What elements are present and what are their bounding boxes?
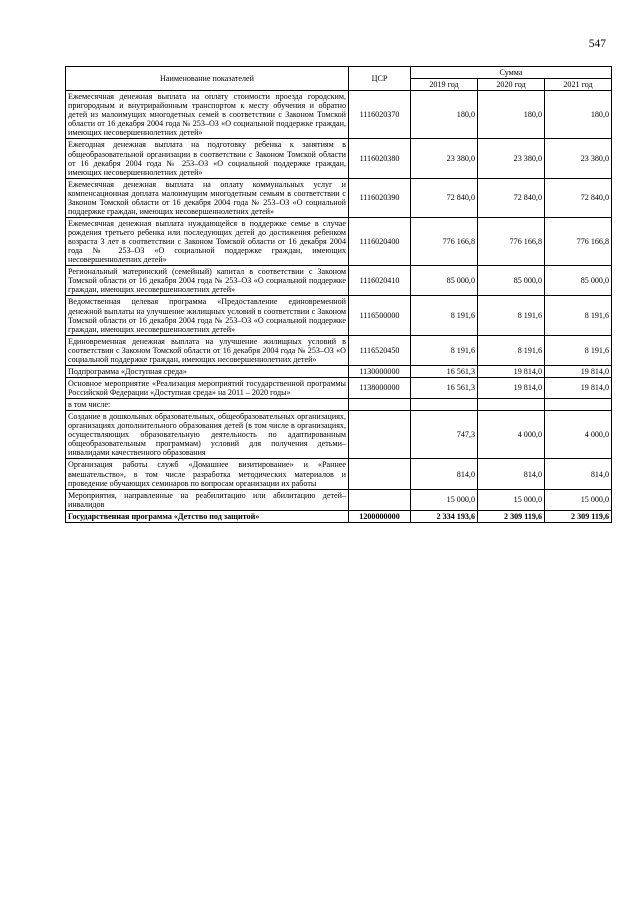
row-value-2020: 19 814,0 (478, 365, 545, 377)
header-csr: ЦСР (349, 67, 411, 91)
row-csr: 1116020380 (349, 139, 411, 178)
row-value-2020: 4 000,0 (478, 411, 545, 459)
row-value-2021: 72 840,0 (545, 178, 612, 217)
budget-table (65, 66, 612, 523)
row-name: Организация работы служб «Домашнее визитирование» и «Раннее вмешательство», в том числе разработка методических материалов и проведение обучающих семинаров по вопросам организации их работы (66, 459, 349, 489)
row-value-2019: 15 000,0 (411, 489, 478, 510)
table-row (66, 365, 612, 377)
row-value-2021: 8 191,6 (545, 296, 612, 335)
row-value-2020: 814,0 (478, 459, 545, 489)
row-value-2021: 23 380,0 (545, 139, 612, 178)
row-value-2021: 8 191,6 (545, 335, 612, 365)
header-sum: Сумма (411, 67, 612, 79)
table-row (66, 411, 612, 459)
table-row (66, 91, 612, 139)
row-value-2020: 8 191,6 (478, 335, 545, 365)
row-value-2020: 85 000,0 (478, 266, 545, 296)
row-name: Ведомственная целевая программа «Предоставление единовременной денежной выплаты на улучшение жилищных условий в соответствии с Законом Томской области от 16 декабря 2004 года № 253–ОЗ «О социальной поддержке граждан, имеющих несовершеннолетних детей» (66, 296, 349, 335)
header-year-2020: 2020 год (478, 79, 545, 91)
row-csr: 1116020390 (349, 178, 411, 217)
row-name: Региональный материнский (семейный) капитал в соответствии с Законом Томской области от 16 декабря 2004 года № 253–ОЗ «О социальной поддержке граждан, имеющих несовершеннолетних детей» (66, 266, 349, 296)
table-row (66, 178, 612, 217)
row-csr: 1116520450 (349, 335, 411, 365)
row-value-2021: 19 814,0 (545, 377, 612, 398)
row-name: Ежегодная денежная выплата на подготовку ребенка к занятиям в общеобразовательной организации в соответствии с Законом Томской области от 16 декабря 2004 года № 253–ОЗ «О социальной поддержке граждан, имеющих несовершеннолетних детей» (66, 139, 349, 178)
row-value-2019: 16 561,3 (411, 365, 478, 377)
row-csr: 1138000000 (349, 377, 411, 398)
row-value-2021: 85 000,0 (545, 266, 612, 296)
header-name: Наименование показателей (66, 67, 349, 91)
row-value-2019: 8 191,6 (411, 296, 478, 335)
row-value-2021: 776 166,8 (545, 217, 612, 265)
row-csr: 1130000000 (349, 365, 411, 377)
row-value-2021: 19 814,0 (545, 365, 612, 377)
total-row (66, 510, 612, 522)
total-2020: 2 309 119,6 (478, 510, 545, 522)
row-value-2021 (545, 399, 612, 411)
row-value-2019: 747,3 (411, 411, 478, 459)
row-value-2021: 814,0 (545, 459, 612, 489)
row-name: Подпрограмма «Доступная среда» (66, 365, 349, 377)
row-name: Единовременная денежная выплата на улучшение жилищных условий в соответствии с Законом Томской области от 16 декабря 2004 года № 253–ОЗ «О социальной поддержке граждан, имеющих несовершеннолетних детей» (66, 335, 349, 365)
row-value-2019: 85 000,0 (411, 266, 478, 296)
row-value-2019: 16 561,3 (411, 377, 478, 398)
row-value-2019: 814,0 (411, 459, 478, 489)
total-2021: 2 309 119,6 (545, 510, 612, 522)
row-value-2019: 23 380,0 (411, 139, 478, 178)
total-2019: 2 334 193,6 (411, 510, 478, 522)
header-year-2021: 2021 год (545, 79, 612, 91)
table-row (66, 335, 612, 365)
row-csr (349, 489, 411, 510)
table-row (66, 266, 612, 296)
row-name: Создание в дошкольных образовательных, общеобразовательных организациях, организациях дополнительного образования детей (в том числе в организациях, осуществляющих образовательную деятельность по адаптированным общеобразовательным программам) условий для получения детьми–инвалидами качественного образования (66, 411, 349, 459)
row-value-2020: 180,0 (478, 91, 545, 139)
row-csr (349, 399, 411, 411)
total-csr: 1200000000 (349, 510, 411, 522)
row-csr: 1116500000 (349, 296, 411, 335)
row-value-2020: 8 191,6 (478, 296, 545, 335)
row-value-2020: 15 000,0 (478, 489, 545, 510)
header-year-2019: 2019 год (411, 79, 478, 91)
row-value-2019: 72 840,0 (411, 178, 478, 217)
row-name: Основное мероприятие «Реализация мероприятий государственной программы Российской Федерации «Доступная среда» на 2011 – 2020 годы» (66, 377, 349, 398)
row-csr (349, 411, 411, 459)
table-row (66, 377, 612, 398)
row-value-2020: 72 840,0 (478, 178, 545, 217)
row-csr: 1116020410 (349, 266, 411, 296)
row-name: Ежемесячная денежная выплата на оплату коммунальных услуг и компенсационная доплата малоимущим многодетным семьям в соответствии с Законом Томской области от 16 декабря 2004 года № 253–ОЗ «О социальной поддержке граждан, имеющих несовершеннолетних детей» (66, 178, 349, 217)
row-csr (349, 459, 411, 489)
row-value-2019 (411, 399, 478, 411)
row-value-2021: 4 000,0 (545, 411, 612, 459)
row-value-2019: 776 166,8 (411, 217, 478, 265)
table-row (66, 459, 612, 489)
row-value-2020 (478, 399, 545, 411)
table-row (66, 296, 612, 335)
row-value-2019: 8 191,6 (411, 335, 478, 365)
row-value-2020: 19 814,0 (478, 377, 545, 398)
row-value-2020: 23 380,0 (478, 139, 545, 178)
total-name: Государственная программа «Детство под защитой» (66, 510, 349, 522)
row-name: Ежемесячная денежная выплата нуждающейся в поддержке семье в случае рождения третьего ребенка или последующих детей до достижения ребенком возраста 3 лет в соответствии с Законом Томской области от 16 декабря 2004 года № 253–ОЗ «О социальной поддержке граждан, имеющих несовершеннолетних детей» (66, 217, 349, 265)
table-row (66, 217, 612, 265)
row-value-2021: 15 000,0 (545, 489, 612, 510)
row-csr: 1116020400 (349, 217, 411, 265)
row-value-2019: 180,0 (411, 91, 478, 139)
row-name: Мероприятия, направленные на реабилитацию или абилитацию детей–инвалидов (66, 489, 349, 510)
row-csr: 1116020370 (349, 91, 411, 139)
table-row (66, 399, 612, 411)
page-number: 547 (588, 38, 606, 50)
row-name: в том числе: (66, 399, 349, 411)
row-value-2021: 180,0 (545, 91, 612, 139)
row-value-2020: 776 166,8 (478, 217, 545, 265)
row-name: Ежемесячная денежная выплата на оплату стоимости проезда городским, пригородным и внутрирайонным транспортом к месту обучения и обратно детей из малоимущих многодетных семей в соответствии с Законом Томской области от 16 декабря 2004 года № 253–ОЗ «О социальной поддержке граждан, имеющих несовершеннолетних детей» (66, 91, 349, 139)
table-row (66, 139, 612, 178)
table-row (66, 489, 612, 510)
